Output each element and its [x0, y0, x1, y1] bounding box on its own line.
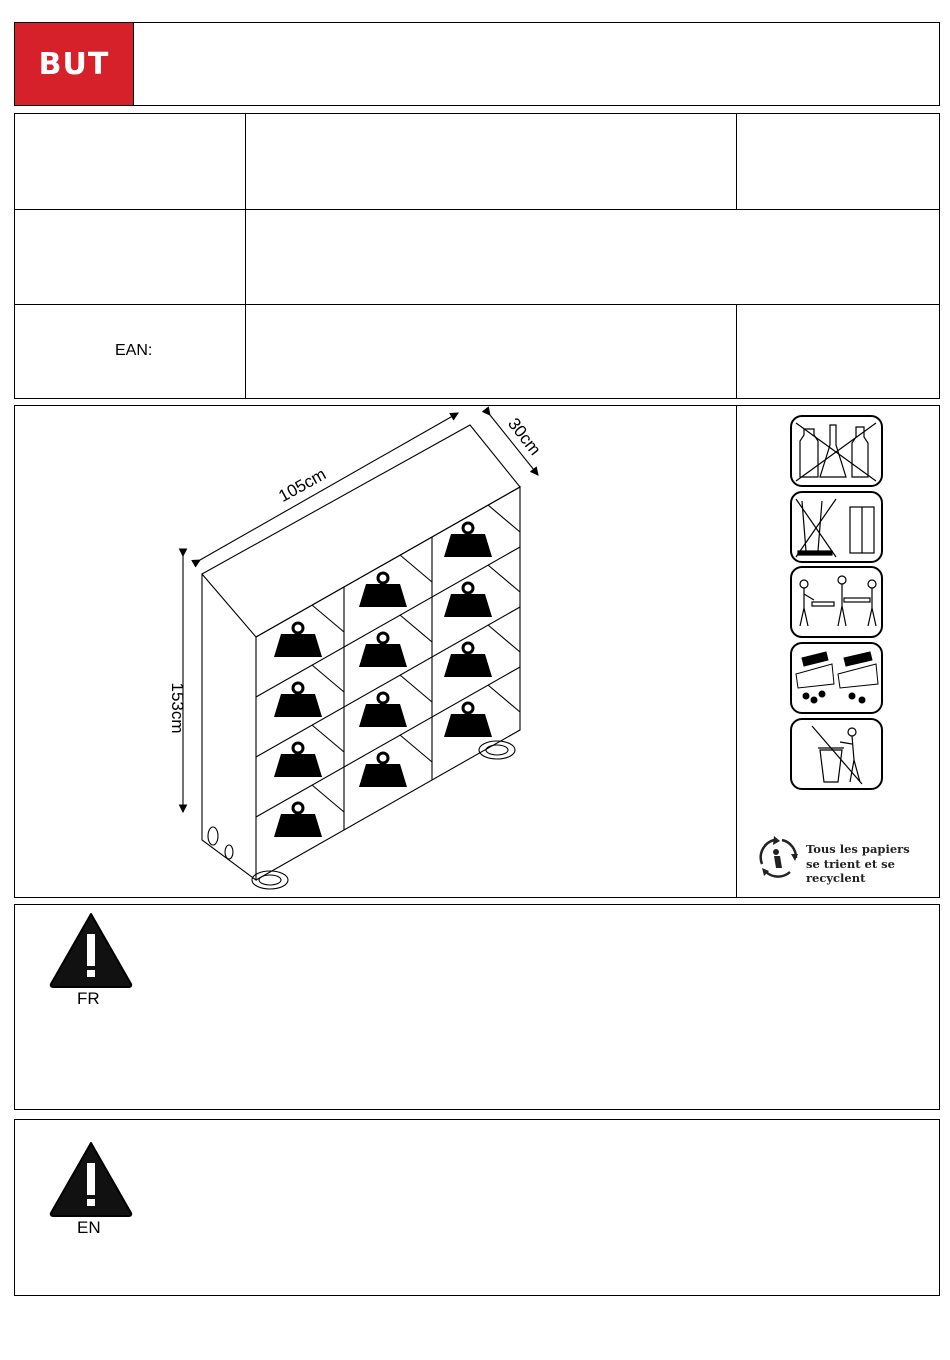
no-cleaning-tools-icon	[790, 491, 883, 563]
warning-icon	[49, 912, 133, 988]
ean-label: EAN:	[115, 342, 153, 359]
width-label: 105cm	[275, 464, 330, 506]
drawing-divider	[736, 405, 737, 898]
two-person-assembly-icon	[790, 566, 883, 638]
wipe-clean-icon	[790, 642, 883, 714]
warning-icon	[49, 1141, 133, 1217]
warning-section-en	[14, 1119, 940, 1296]
warning-section-fr	[14, 904, 940, 1110]
brand-name: BUT	[38, 46, 110, 82]
logo-divider	[133, 23, 134, 105]
info-col-divider	[245, 113, 246, 399]
info-col-divider-right-1	[736, 113, 737, 209]
info-row-divider-2	[14, 304, 940, 305]
brand-logo	[15, 23, 133, 105]
recycling-text-line2: se trient et se recyclent	[806, 857, 895, 885]
header-frame	[14, 22, 940, 106]
warning-lang-fr: FR	[77, 989, 100, 1008]
recycling-text-line1: Tous les papiers	[806, 842, 910, 856]
depth-label: 30cm	[504, 414, 545, 459]
info-col-divider-right-3	[736, 304, 737, 399]
no-chemical-cleaners-icon	[790, 415, 883, 487]
height-label: 153cm	[168, 682, 187, 734]
warning-lang-en: EN	[77, 1218, 101, 1237]
info-table	[14, 113, 940, 399]
info-row-divider-1	[14, 209, 940, 210]
recycling-icon	[754, 834, 802, 880]
no-household-waste-icon	[790, 718, 883, 790]
